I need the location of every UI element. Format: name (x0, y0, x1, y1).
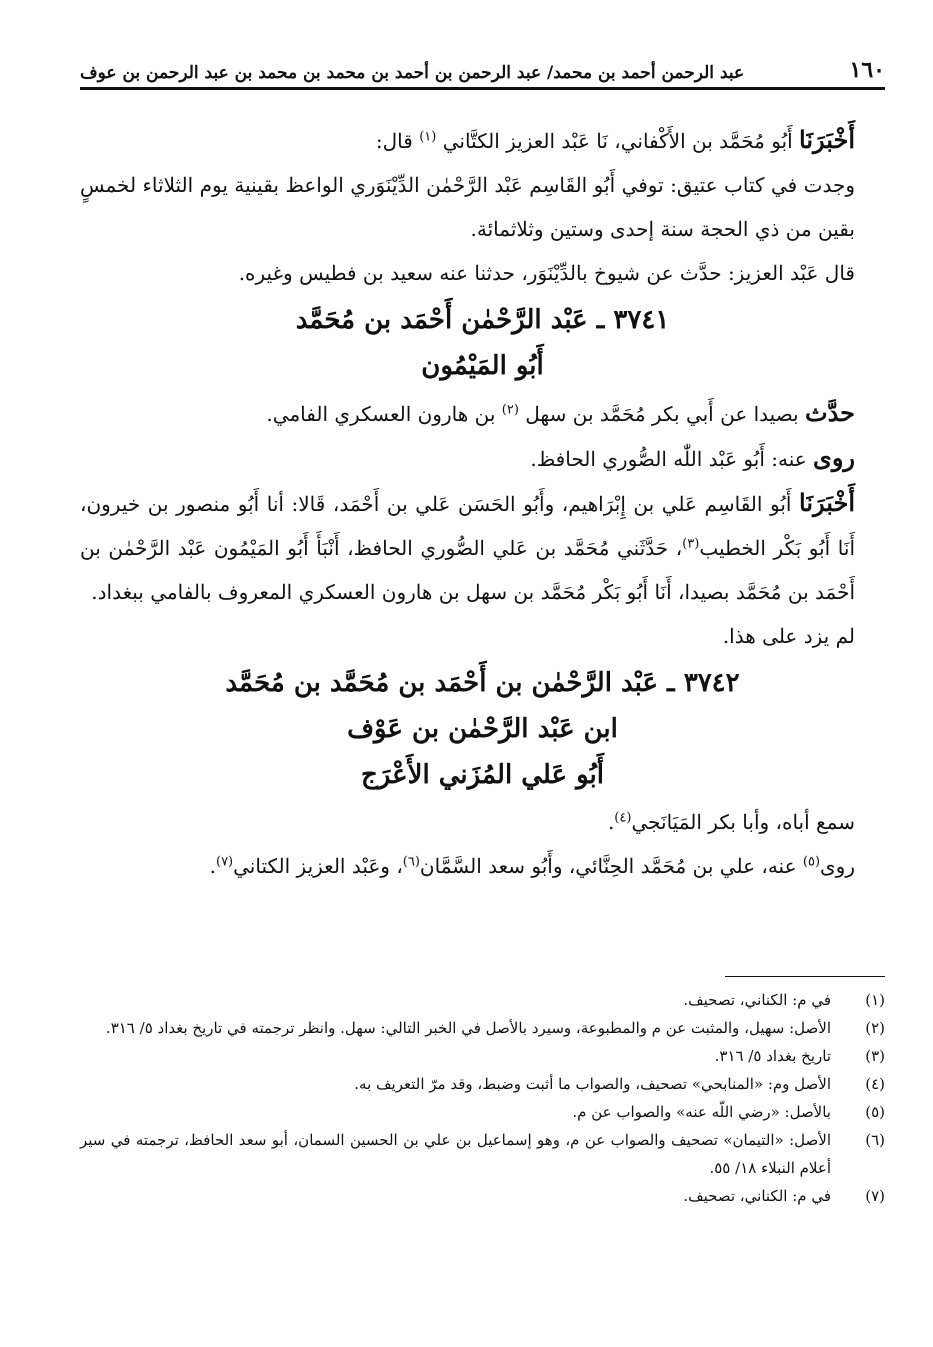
footnote (80, 1042, 885, 1070)
footnote-number: (٥) (865, 1103, 885, 1121)
entry-heading-3742 (80, 660, 885, 798)
paragraph-7: لم يزد على هذا. (722, 624, 855, 648)
main-text (80, 118, 885, 888)
lead-word: أَخْبَرَنَا (799, 488, 856, 517)
paragraph-text: أَبُو مُحَمَّد بن الأَكْفاني، نَا عَبْد العزيز الكتَّاني (442, 129, 793, 153)
footnote-divider (725, 976, 885, 977)
footnote-text: الأصل: سهيل، والمثبت عن م والمطبوعة، وسيرد بالأصل في الخبر التالي: سهل. وانظر ترجمته في تاريخ بغداد ٥/ ٣١٦. (105, 1019, 831, 1037)
footnote-ref: (٢) (501, 402, 519, 418)
paragraph-6 (80, 481, 885, 614)
paragraph-text: روى (820, 854, 855, 878)
paragraph-4 (80, 391, 885, 436)
paragraph-text: بن هارون العسكري الفامي. (266, 402, 496, 426)
running-head: عبد الرحمن أحمد بن محمد/ عبد الرحمن بن أحمد بن محمد بن محمد بن عبد الرحمن بن عوف (80, 63, 745, 83)
footnote-text: الأصل وم: «المنابحي» تصحيف، والصواب ما أثبت وضبط، وقد مرّ التعريف به. (354, 1075, 831, 1093)
entry-heading-line: ابن عَبْد الرَّحْمٰن بن عَوْف (347, 714, 618, 744)
paragraph-text: ، وعَبْد العزيز الكتاني (233, 854, 403, 878)
footnote-ref: (٦) (402, 854, 420, 870)
entry-heading-line: أَبُو المَيْمُون (421, 351, 544, 381)
footnote-ref: (٧) (215, 854, 234, 870)
entry-heading-3741 (80, 297, 885, 389)
footnote-number: (٤) (865, 1075, 885, 1093)
paragraph-2: وجدت في كتاب عتيق: توفي أَبُو القَاسِم عَبْد الرَّحْمٰن الدِّيْنَوَري الواعظ بقينية يوم الثلاثاء لخمسٍ بقين من ذي الحجة سنة إحدى وستين وثلاثمائة. (80, 173, 855, 241)
footnote (80, 1098, 885, 1126)
footnote-text: بالأصل: «رضي اللّه عنه» والصواب عن م. (572, 1103, 831, 1121)
paragraph-9 (80, 844, 885, 888)
footnote-ref: (٤) (614, 810, 632, 826)
lead-word: أَخْبَرَنَا (799, 125, 855, 154)
page-number: ١٦٠ (849, 57, 885, 83)
footnote-text: في م: الكناني، تصحيف. (683, 1187, 831, 1205)
footnote-number: (٢) (865, 1019, 885, 1037)
footnote-number: (٣) (865, 1047, 885, 1065)
paragraph-8 (80, 800, 885, 844)
footnote (80, 1126, 885, 1182)
page-header (80, 50, 885, 90)
footnote-ref: (١) (419, 129, 437, 145)
footnote-text: تاريخ بغداد ٥/ ٣١٦. (714, 1047, 831, 1065)
footnote-number: (٧) (865, 1187, 885, 1205)
lead-word: روى (813, 443, 855, 472)
footnote (80, 1014, 885, 1042)
footnote (80, 1070, 885, 1098)
footnote-text: في م: الكناني، تصحيف. (683, 991, 831, 1009)
footnotes (80, 986, 885, 1210)
paragraph-text: قال: (375, 129, 413, 153)
lead-word: حدَّث (804, 398, 855, 427)
paragraph-text: عنه، علي بن مُحَمَّد الحِنَّائي، وأَبُو سعد السَّمَّان (419, 854, 797, 878)
paragraph-text: . (209, 854, 216, 878)
footnote (80, 1182, 885, 1210)
entry-heading-line: أَبُو عَلي المُزَني الأَعْرَج (361, 760, 604, 790)
footnote (80, 986, 885, 1014)
entry-heading-line: ٣٧٤٢ ـ عَبْد الرَّحْمٰن بن أَحْمَد بن مُحَمَّد بن مُحَمَّد (225, 668, 740, 698)
paragraph-text: بصيدا عن أَبي بكر مُحَمَّد بن سهل (525, 402, 799, 426)
footnote-text: الأصل: «التيمان» تصحيف والصواب عن م، وهو إسماعيل بن علي بن الحسين السمان، أبو سعد الحافظ، ترجمته في سير أعلام النبلاء ١٨/ ٥٥. (80, 1131, 831, 1177)
paragraph-text: عنه: أَبُو عَبْد اللّٰه الصُّوري الحافظ. (530, 447, 807, 471)
paragraph-1 (80, 118, 885, 163)
footnote-number: (١) (865, 991, 885, 1009)
paragraph-5 (80, 436, 885, 481)
paragraph-text: . (607, 810, 615, 834)
footnote-ref: (٥) (802, 854, 821, 870)
entry-heading-line: ٣٧٤١ ـ عَبْد الرَّحْمٰن أَحْمَد بن مُحَمَّد (295, 305, 670, 335)
footnote-ref: (٣) (682, 536, 700, 552)
paragraph-text: سمع أباه، وأبا بكر المَيَانَجي (631, 810, 855, 834)
paragraph-text: أَبُو القَاسِم عَلي بن إِبْرَاهيم، وأَبُو الحَسَن عَلي بن أَحْمَد، قَالا: أنا أَبُو منصور بن خيرون، أَنَا أَبُو بَكْر الخطيب (80, 492, 856, 560)
paragraph-text: ، حَدَّثَني مُحَمَّد بن عَلي الصُّوري الحافظ، أَنْبَأَ أَبُو المَيْمُون عَبْد الرَّحْمٰن بن أَحْمَد بن مُحَمَّد بصيدا، أَنَا أَبُو بَكْر مُحَمَّد بن سهل بن هارون العسكري المعروف بالفامي ببغداد. (80, 536, 855, 604)
paragraph-3: قال عَبْد العزيز: حدَّث عن شيوخ بالدِّيْنَوَر، حدثنا عنه سعيد بن فطيس وغيره. (238, 261, 855, 285)
footnote-number: (٦) (865, 1131, 885, 1149)
